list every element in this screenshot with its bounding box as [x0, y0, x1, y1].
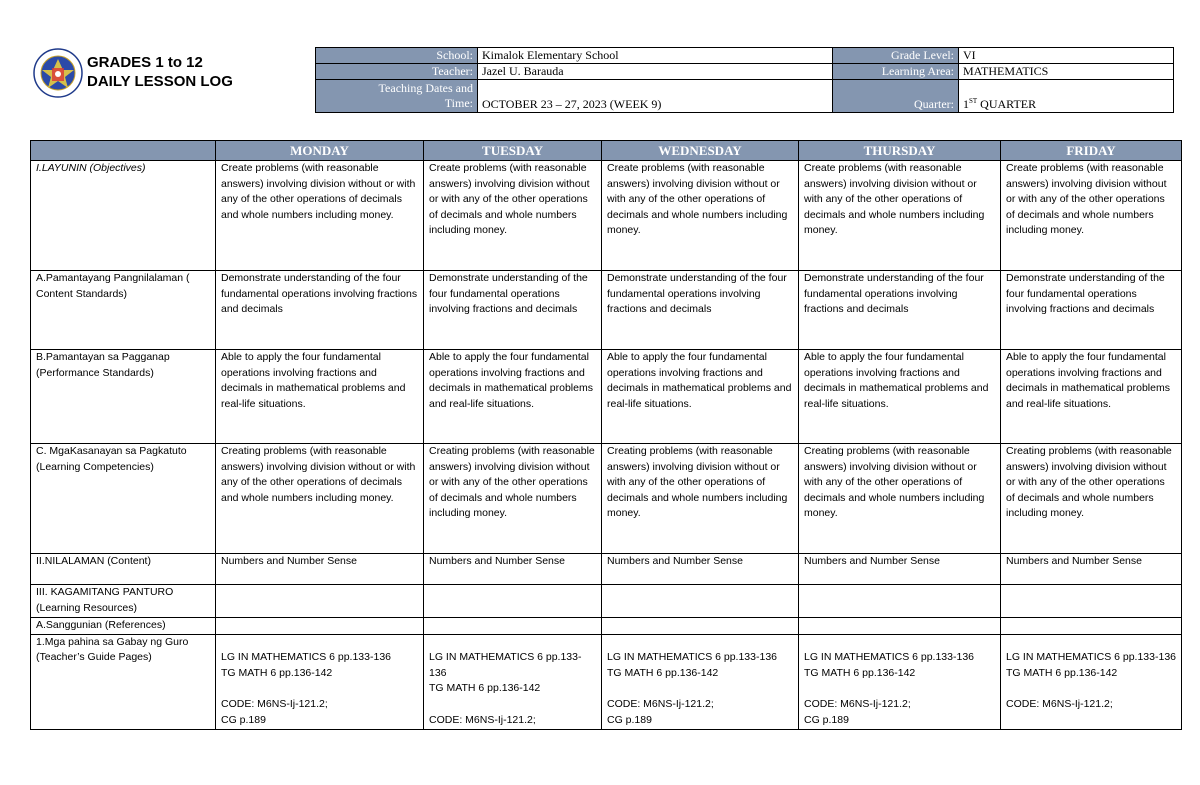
table-cell: LG IN MATHEMATICS 6 pp.133-136 TG MATH 6 pp.136-142 CODE: M6NS-Ij-121.2; CG p.189	[216, 634, 424, 729]
table-cell: Demonstrate understanding of the four fundamental operations involving fractions and decimals	[602, 271, 799, 350]
table-cell: Demonstrate understanding of the four fundamental operations involving fractions and decimals	[424, 271, 602, 350]
table-cell: Create problems (with reasonable answers) involving division without or with any of the other operations of decimals and whole numbers including money.	[216, 161, 424, 271]
learning-resources-row	[31, 585, 1182, 618]
table-cell: LG IN MATHEMATICS 6 pp.133-136 TG MATH 6 pp.136-142 CODE: M6NS-Ij-121.2;	[1001, 634, 1182, 729]
table-cell: Creating problems (with reasonable answers) involving division without or with any of the other operations of decimals and whole numbers including money.	[216, 444, 424, 554]
table-cell: Create problems (with reasonable answers) involving division without or with any of the other operations of decimals and whole numbers including money.	[602, 161, 799, 271]
empty-cell	[602, 585, 799, 618]
content-standards-row	[31, 271, 1182, 350]
quarter-suffix: QUARTER	[977, 97, 1037, 111]
teaching-dates-label	[316, 80, 478, 113]
quarter-label: Quarter:	[833, 80, 959, 113]
table-cell: LG IN MATHEMATICS 6 pp.133-136 TG MATH 6 pp.136-142 CODE: M6NS-Ij-121.2;	[424, 634, 602, 729]
row-label: C. MgaKasanayan sa Pagkatuto (Learning Competencies)	[31, 444, 216, 554]
day-header-row	[31, 141, 1182, 161]
row-label: III. KAGAMITANG PANTURO (Learning Resources)	[31, 585, 216, 618]
empty-cell	[799, 618, 1001, 635]
day-header-monday: MONDAY	[216, 141, 424, 161]
table-cell: Create problems (with reasonable answers) involving division without or with any of the other operations of decimals and whole numbers including money.	[424, 161, 602, 271]
empty-cell	[424, 585, 602, 618]
table-cell: Demonstrate understanding of the four fundamental operations involving fractions and decimals	[216, 271, 424, 350]
table-cell: Numbers and Number Sense	[799, 554, 1001, 585]
grade-level-value: VI	[959, 48, 1174, 64]
table-cell: Numbers and Number Sense	[602, 554, 799, 585]
references-row	[31, 618, 1182, 635]
content-row	[31, 554, 1182, 585]
empty-cell	[216, 618, 424, 635]
performance-standards-row	[31, 350, 1182, 444]
empty-cell	[602, 618, 799, 635]
lesson-info-table	[315, 47, 1174, 113]
table-cell: Numbers and Number Sense	[216, 554, 424, 585]
quarter-value	[959, 80, 1174, 113]
teaching-dates-label-line-1: Teaching Dates and	[378, 81, 473, 95]
teacher-label: Teacher:	[316, 64, 478, 80]
school-label: School:	[316, 48, 478, 64]
row-label: 1.Mga pahina sa Gabay ng Guro (Teacher’s Guide Pages)	[31, 634, 216, 729]
table-cell: Create problems (with reasonable answers) involving division without or with any of the other operations of decimals and whole numbers including money.	[799, 161, 1001, 271]
table-cell: Able to apply the four fundamental operations involving fractions and decimals in mathematical problems and real-life situations.	[799, 350, 1001, 444]
day-header-tuesday: TUESDAY	[424, 141, 602, 161]
header-blank-cell	[31, 141, 216, 161]
teaching-dates-value: OCTOBER 23 – 27, 2023 (WEEK 9)	[478, 80, 833, 113]
row-label: A.Sanggunian (References)	[31, 618, 216, 635]
quarter-ordinal: ST	[969, 97, 978, 105]
table-cell: Creating problems (with reasonable answers) involving division without or with any of the other operations of decimals and whole numbers including money.	[799, 444, 1001, 554]
teachers-guide-pages-row	[31, 634, 1182, 729]
table-cell: Creating problems (with reasonable answers) involving division without or with any of the other operations of decimals and whole numbers including money.	[602, 444, 799, 554]
day-header-wednesday: WEDNESDAY	[602, 141, 799, 161]
empty-cell	[799, 585, 1001, 618]
grade-level-label: Grade Level:	[833, 48, 959, 64]
table-cell: Create problems (with reasonable answers) involving division without or with any of the other operations of decimals and whole numbers including money.	[1001, 161, 1182, 271]
day-header-friday: FRIDAY	[1001, 141, 1182, 161]
table-cell: LG IN MATHEMATICS 6 pp.133-136 TG MATH 6 pp.136-142 CODE: M6NS-Ij-121.2; CG p.189	[602, 634, 799, 729]
table-cell: Able to apply the four fundamental operations involving fractions and decimals in mathematical problems and real-life situations.	[602, 350, 799, 444]
learning-area-value: MATHEMATICS	[959, 64, 1174, 80]
table-cell: Numbers and Number Sense	[424, 554, 602, 585]
teacher-value: Jazel U. Barauda	[478, 64, 833, 80]
title-line-1: GRADES 1 to 12	[87, 54, 203, 71]
learning-competencies-row	[31, 444, 1182, 554]
table-cell: Demonstrate understanding of the four fundamental operations involving fractions and decimals	[1001, 271, 1182, 350]
deped-seal-icon	[33, 48, 83, 98]
table-cell: LG IN MATHEMATICS 6 pp.133-136 TG MATH 6 pp.136-142 CODE: M6NS-Ij-121.2; CG p.189	[799, 634, 1001, 729]
empty-cell	[216, 585, 424, 618]
table-cell: Demonstrate understanding of the four fundamental operations involving fractions and decimals	[799, 271, 1001, 350]
row-label: II.NILALAMAN (Content)	[31, 554, 216, 585]
school-value: Kimalok Elementary School	[478, 48, 833, 64]
table-cell: Able to apply the four fundamental operations involving fractions and decimals in mathematical problems and real-life situations.	[424, 350, 602, 444]
row-label: I.LAYUNIN (Objectives)	[31, 161, 216, 271]
teaching-dates-label-line-2: Time:	[444, 96, 473, 110]
day-header-thursday: THURSDAY	[799, 141, 1001, 161]
lesson-log-table	[30, 140, 1182, 730]
table-cell: Able to apply the four fundamental operations involving fractions and decimals in mathematical problems and real-life situations.	[216, 350, 424, 444]
row-label: A.Pamantayang Pangnilalaman ( Content Standards)	[31, 271, 216, 350]
learning-area-label: Learning Area:	[833, 64, 959, 80]
objectives-row	[31, 161, 1182, 271]
empty-cell	[1001, 618, 1182, 635]
empty-cell	[424, 618, 602, 635]
empty-cell	[1001, 585, 1182, 618]
table-cell: Numbers and Number Sense	[1001, 554, 1182, 585]
table-cell: Able to apply the four fundamental operations involving fractions and decimals in mathematical problems and real-life situations.	[1001, 350, 1182, 444]
quarter-number: 1	[963, 97, 969, 111]
row-label: B.Pamantayan sa Pagganap (Performance Standards)	[31, 350, 216, 444]
title-line-2: DAILY LESSON LOG	[87, 73, 233, 90]
form-title	[87, 53, 233, 91]
table-cell: Creating problems (with reasonable answers) involving division without or with any of the other operations of decimals and whole numbers including money.	[424, 444, 602, 554]
table-cell: Creating problems (with reasonable answers) involving division without or with any of the other operations of decimals and whole numbers including money.	[1001, 444, 1182, 554]
